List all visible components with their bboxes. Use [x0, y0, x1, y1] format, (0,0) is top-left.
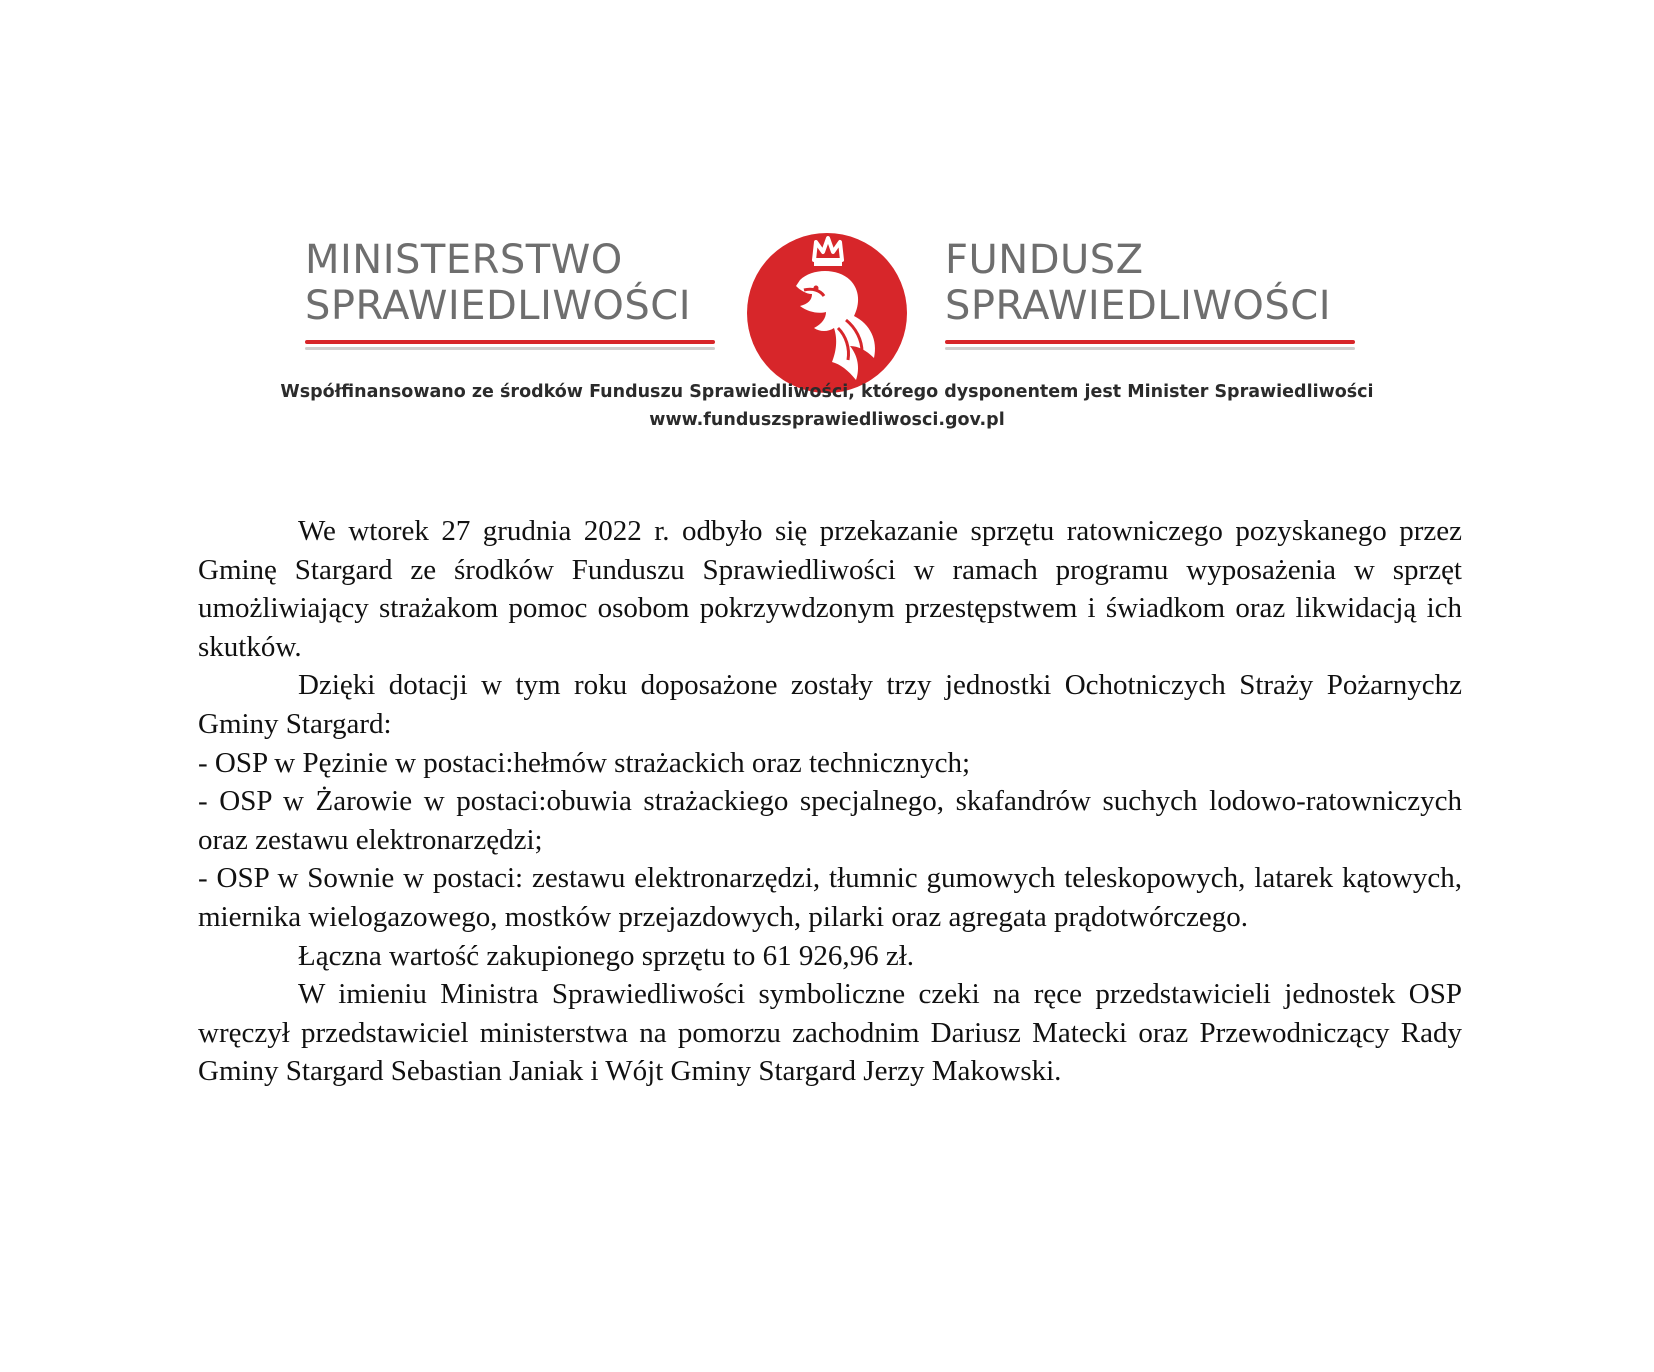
cofinancing-note — [0, 378, 1654, 434]
white-eagle-emblem-icon — [742, 228, 912, 398]
fund-ribbon — [945, 338, 1355, 354]
fund-logo — [945, 237, 1365, 354]
article-body — [198, 512, 1462, 1091]
ministry-logo — [305, 237, 725, 354]
paragraph-grant: Dzięki dotacji w tym roku doposażone zostały trzy jednostki Ochotniczych Straży Pożarnychz Gminy Stargard: — [198, 669, 1462, 740]
paragraph-total-value: Łączna wartość zakupionego sprzętu to 61 926,96 zł. — [298, 939, 915, 972]
fund-website-text: www.funduszsprawiedliwosci.gov.pl — [649, 410, 1005, 430]
list-item-osp-zarowo: - OSP w Żarowie w postaci:obuwia strażackiego specjalnego, skafandrów suchych lodowo-ratowniczych oraz zestawu elektronarzędzi; — [198, 785, 1462, 856]
cofinancing-text: Współfinansowano ze środków Funduszu Sprawiedliwości, którego dysponentem jest Minister Sprawiedliwości — [280, 382, 1374, 402]
list-item-osp-sowno: - OSP w Sownie w postaci: zestawu elektronarzędzi, tłumnic gumowych teleskopowych, latarek kątowych, miernika wielogazowego, mostków przejazdowych, pilarki oraz agregata prądotwórczego. — [198, 862, 1462, 933]
ministry-logo-line1: MINISTERSTWO — [305, 237, 623, 283]
ministry-logo-line2: SPRAWIEDLIWOŚCI — [305, 283, 692, 329]
paragraph-ceremony: W imieniu Ministra Sprawiedliwości symboliczne czeki na ręce przedstawicieli jednostek OSP wręczył przedstawiciel ministerstwa na pomorzu zachodnim Dariusz Matecki oraz Przewodniczący Rady Gminy Stargard Sebastian Janiak i Wójt Gminy Stargard Jerzy Makowski. — [198, 978, 1462, 1088]
paragraph-intro: We wtorek 27 grudnia 2022 r. odbyło się przekazanie sprzętu ratowniczego pozyskanego przez Gminę Stargard ze środków Funduszu Sprawiedliwości w ramach programu wyposażenia w sprzęt umożliwiający strażakom pomoc osobom pokrzywdzonym przestępstwem i świadkom oraz likwidacją ich skutków. — [198, 515, 1462, 663]
fund-logo-line1: FUNDUSZ — [945, 237, 1144, 283]
fund-logo-line2: SPRAWIEDLIWOŚCI — [945, 283, 1332, 329]
ministry-ribbon — [305, 338, 715, 354]
header-logo-banner — [0, 0, 1654, 460]
list-item-osp-pezino: - OSP w Pęzinie w postaci:hełmów strażackich oraz technicznych; — [198, 746, 970, 779]
